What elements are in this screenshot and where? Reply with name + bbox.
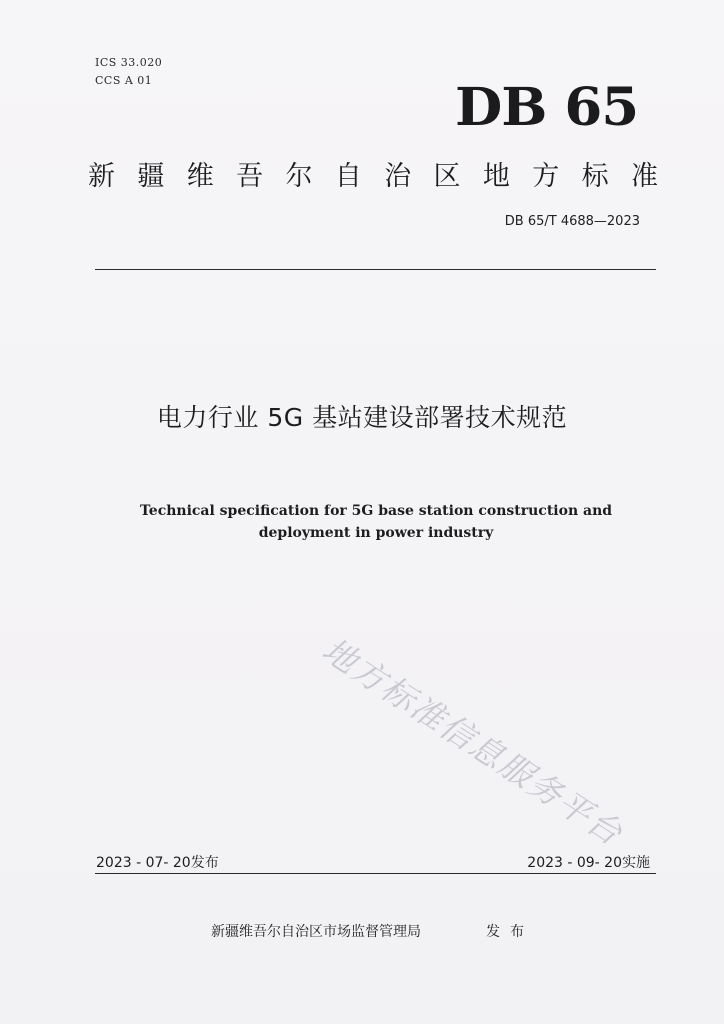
- authority-char: 自: [334, 161, 362, 192]
- authority-char: 准: [630, 161, 658, 192]
- authority-char: 维: [186, 161, 214, 192]
- publisher-name: 新疆维吾尔自治区市场监督管理局: [211, 924, 421, 940]
- ics-code: ICS 33.020: [95, 56, 163, 69]
- authority-char: 疆: [137, 161, 165, 192]
- title-english: Technical specification for 5G base station construction and deployment in power industry: [139, 503, 613, 541]
- title-chinese: 电力行业 5G 基站建设部署技术规范: [156, 403, 568, 432]
- publish-label: 发布: [486, 924, 534, 940]
- authority-char: 吾: [236, 161, 264, 192]
- standard-number: DB 65/T 4688—2023: [504, 214, 640, 229]
- authority-char: 治: [384, 161, 412, 192]
- bottom-divider: [95, 873, 656, 874]
- authority-char: 地: [482, 161, 510, 192]
- authority-char: 区: [433, 161, 461, 192]
- authority-char: 方: [532, 161, 560, 192]
- authority-heading: [88, 154, 658, 193]
- ccs-code: CCS A 01: [95, 74, 153, 87]
- watermark: 地方标准信息服务平台: [315, 630, 631, 854]
- authority-char: 标: [581, 161, 609, 192]
- db-logo: DB 65: [455, 77, 639, 138]
- implementation-date: 2023 - 09- 20实施: [527, 855, 650, 871]
- issue-date: 2023 - 07- 20发布: [96, 855, 219, 871]
- authority-char: 尔: [285, 161, 313, 192]
- top-divider: [95, 269, 656, 270]
- authority-char: 新: [88, 161, 115, 192]
